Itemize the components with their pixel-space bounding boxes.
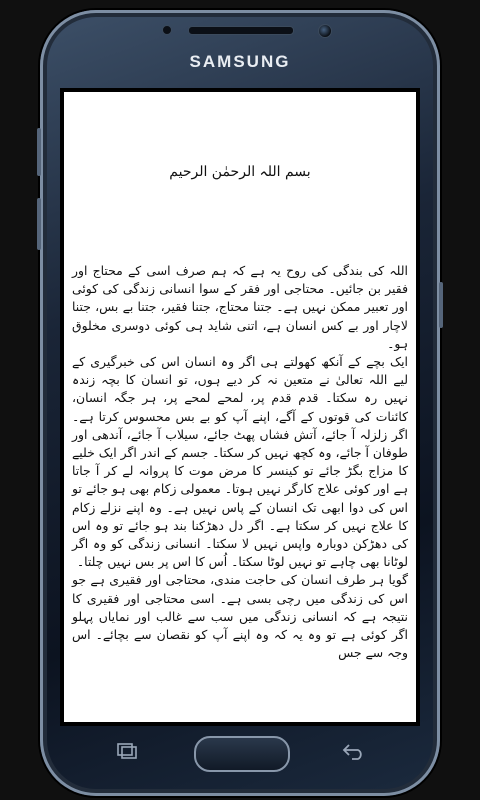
brand-logo: SAMSUNG xyxy=(189,52,291,71)
paragraph: گویا ہر طرف انسان کی حاجت مندی، محتاجی اور فقیری ہے جو اس کی زندگی میں رچی بسی ہے۔ اسی محتاجی اور فقیری کا نتیجہ ہے کہ انسانی زندگی میں سب سے غالب اور نمایاں پہلو اگر کوئی ہے تو وہ یہ کہ وہ اپنے آپ کو نقصان سے بچائے۔ اس وجہ سے جس xyxy=(72,572,408,661)
volume-button[interactable] xyxy=(37,128,41,176)
paragraph: اللہ کی بندگی کی روح یہ ہے کہ ہم صرف اسی کے محتاج اور فقیر بن جائیں۔ محتاجی اور فقر کے سوا انسانی زندگی کی کوئی اور تعبیر ممکن نہیں ہے۔ جتنا محتاج، جتنا فقیر، جتنا بے بس، جتنا لاچار اور بے کس انسان ہے، اتنی شاید ہی کوئی دوسری مخلوق ہو۔ xyxy=(72,263,408,351)
back-icon[interactable] xyxy=(342,742,366,765)
recent-apps-icon[interactable] xyxy=(116,742,138,765)
screen xyxy=(60,88,420,726)
bixby-button[interactable] xyxy=(37,198,41,250)
document-heading: بسم اللہ الرحمٰن الرحیم xyxy=(169,164,311,180)
earpiece-speaker xyxy=(188,26,294,35)
phone-frame xyxy=(40,10,440,796)
front-camera-icon xyxy=(318,24,332,38)
power-button[interactable] xyxy=(439,282,443,328)
proximity-sensor-icon xyxy=(162,25,172,35)
document-page[interactable] xyxy=(64,92,416,722)
paragraph: ایک بچے کے آنکھ کھولتے ہی اگر وہ انسان اس کی خبرگیری کے لیے اللہ تعالیٰ نے متعین نہ کر دیے ہوں، تو انسان کا بچہ زندہ نہیں رہ سکتا۔ قدم قدم پر، لمحے لمحے پر، ہر جگہ انسان، کائنات کی قوتوں کے آگے، اپنے آپ کو بے بس محسوس کرتا ہے۔ اگر زلزلہ آ جائے، آتش فشاں پھٹ جائے، سیلاب آ جائے، آندھی اور طوفان آ جائے، وہ کچھ نہیں کر سکتا۔ جسم کے اندر اگر ایک خلیے کا مزاج بگڑ جائے تو کینسر کا مرض موت کا پروانہ لے کر آ جاتا ہے اور کوئی علاج کارگر نہیں ہوتا۔ معمولی زکام بھی ہو جائے تو اس کی دوا ابھی تک انسان کے پاس نہیں ہے۔ وہ اپنے نزلے زکام کا علاج نہیں کر سکتا ہے۔ اگر دل دھڑکنا بند ہو جائے تو وہ اس کی دھڑکن دوبارہ واپس نہیں لا سکتا۔ انسانی زندگی کو وہ اگر لوٹانا بھی چاہے تو نہیں لوٹا سکتا۔ اُس کا اس پر بس نہیں چلتا۔ xyxy=(72,354,408,570)
document-body xyxy=(72,262,408,662)
home-button[interactable] xyxy=(194,736,290,772)
